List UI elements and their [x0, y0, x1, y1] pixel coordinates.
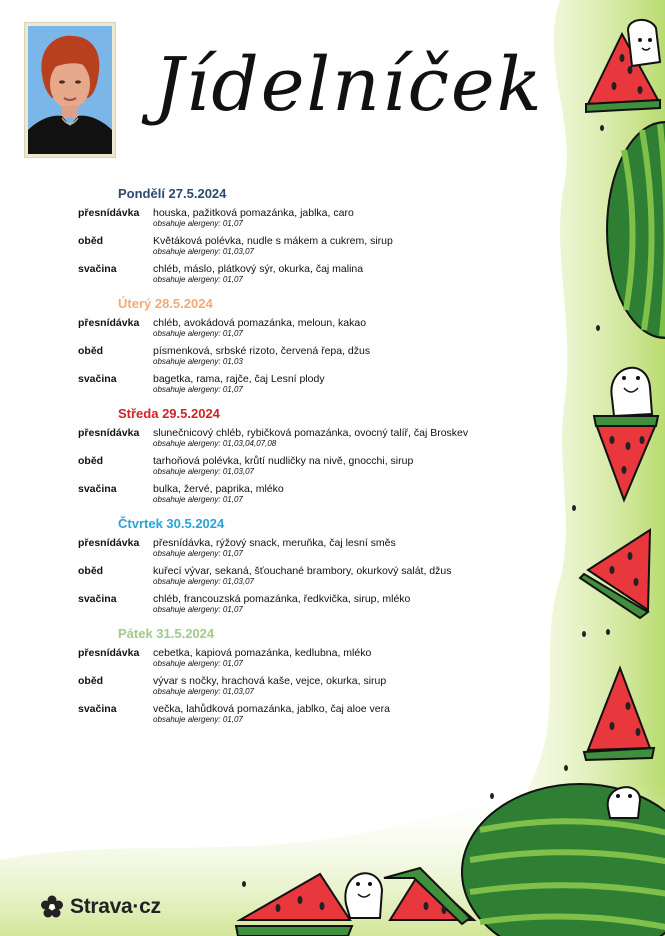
meal-description: vývar s nočky, hrachová kaše, vejce, okurka, sirup [153, 675, 387, 687]
watermelon-slice-icon [580, 530, 650, 618]
meal-name: přesnídávka [78, 317, 140, 329]
meal-allergens: obsahuje alergeny: 01,07 [153, 605, 243, 614]
meal-name: oběd [78, 675, 104, 687]
day-title: Pátek 31.5.2024 [118, 626, 215, 641]
day-title: Čtvrtek 30.5.2024 [118, 516, 225, 531]
meal-allergens: obsahuje alergeny: 01,07 [153, 329, 243, 338]
meal-description: tarhoňová polévka, krůtí nudličky na nivě, gnocchi, sirup [153, 455, 414, 467]
meal-description: kuřecí vývar, sekaná, šťouchané brambory, okurkový salát, džus [153, 565, 452, 577]
meal-description: chléb, avokádová pomazánka, meloun, kakao [153, 317, 367, 329]
meal-allergens: obsahuje alergeny: 01,03,07 [153, 577, 254, 586]
meal-allergens: obsahuje alergeny: 01,07 [153, 715, 243, 724]
meal-description: chléb, francouzská pomazánka, ředkvička, sirup, mléko [153, 593, 411, 605]
meal-name: oběd [78, 235, 104, 247]
meal-name: oběd [78, 345, 104, 357]
meal-name: svačina [78, 703, 117, 715]
monster-icon [628, 20, 660, 66]
strava-logo [40, 893, 161, 921]
meal-allergens: obsahuje alergeny: 01,07 [153, 275, 243, 284]
brand-name: Strava·cz [70, 895, 161, 918]
meal-name: svačina [78, 373, 117, 385]
meal-name: svačina [78, 263, 117, 275]
meal-allergens: obsahuje alergeny: 01,03 [153, 357, 243, 366]
meal-description: bulka, žervé, paprika, mléko [153, 483, 284, 495]
meal-description: bagetka, rama, rajče, čaj Lesní plody [153, 373, 325, 385]
watermelon-slice-icon [384, 868, 474, 924]
meal-description: Květáková polévka, nudle s mákem a cukrem, sirup [153, 235, 393, 247]
meal-name: svačina [78, 483, 117, 495]
meal-allergens: obsahuje alergeny: 01,07 [153, 219, 243, 228]
meal-allergens: obsahuje alergeny: 01,03,04,07,08 [153, 439, 277, 448]
watermelon-slice-icon [584, 668, 654, 760]
meal-name: přesnídávka [78, 647, 140, 659]
meal-name: přesnídávka [78, 537, 140, 549]
monster-icon [608, 787, 640, 818]
monster-icon [345, 873, 382, 918]
meal-allergens: obsahuje alergeny: 01,07 [153, 495, 243, 504]
meal-description: písmenková, srbské rizoto, červená řepa, džus [153, 345, 371, 357]
meal-allergens: obsahuje alergeny: 01,07 [153, 549, 243, 558]
meal-name: přesnídávka [78, 427, 140, 439]
meal-allergens: obsahuje alergeny: 01,07 [153, 385, 243, 394]
meal-allergens: obsahuje alergeny: 01,07 [153, 659, 243, 668]
meal-description: večka, lahůdková pomazánka, jablko, čaj aloe vera [153, 703, 390, 715]
menu-title-text: Jídelníček [154, 42, 544, 128]
meal-description: cebetka, kapiová pomazánka, kedlubna, mléko [153, 647, 372, 659]
meal-name: oběd [78, 455, 104, 467]
meal-description: slunečnicový chléb, rybičková pomazánka, ovocný talíř, čaj Broskev [153, 427, 469, 439]
watermelon-slice-icon [236, 874, 352, 936]
watermelon-seeds [242, 125, 610, 887]
meal-allergens: obsahuje alergeny: 01,03,07 [153, 247, 254, 256]
meal-description: chléb, máslo, plátkový sýr, okurka, čaj malina [153, 263, 364, 275]
meal-description: přesnídávka, rýžový snack, meruňka, čaj lesní směs [153, 537, 396, 549]
day-title: Pondělí 27.5.2024 [118, 186, 227, 201]
meal-name: přesnídávka [78, 207, 140, 219]
meal-name: svačina [78, 593, 117, 605]
day-title: Středa 29.5.2024 [118, 406, 220, 421]
meal-description: houska, pažitková pomazánka, jablka, caro [153, 207, 354, 219]
monster-icon [611, 368, 652, 416]
meal-name: oběd [78, 565, 104, 577]
watermelon-icon [607, 122, 665, 338]
watermelon-slice-icon [594, 416, 658, 500]
day-title: Úterý 28.5.2024 [118, 296, 213, 311]
flower-icon [40, 895, 64, 919]
meal-allergens: obsahuje alergeny: 01,03,07 [153, 467, 254, 476]
meal-allergens: obsahuje alergeny: 01,03,07 [153, 687, 254, 696]
